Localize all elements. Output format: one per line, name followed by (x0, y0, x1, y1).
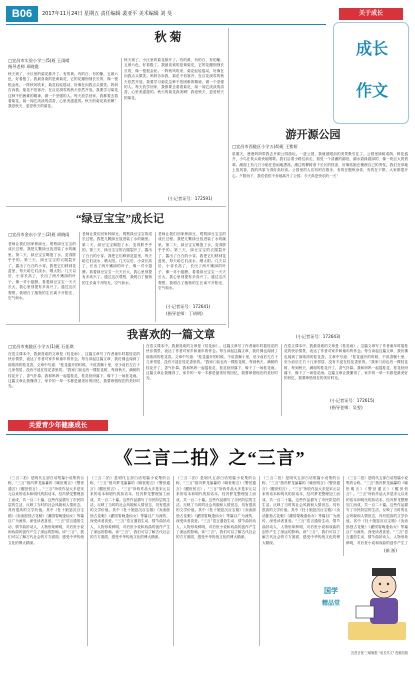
article-sanyan-title: 《三言二拍》之“三言” (114, 448, 306, 468)
article-qiuju-byline: □宜昌市实验小学三(5)班 王雨晴 (8, 58, 70, 63)
section-subtitle: 作文 (355, 83, 388, 100)
article-qiuju-body: 秋天到了，小区里的菊花都开了。有的黄，有的白，有的紫，五颜六色，好看极了。我最喜欢的是黄菊花，它的花瓣细细长长的，像一根根金丝。一阵秋风吹来，菊花轻轻摇动，好像在向我点头微笑。妈妈告诉我，菊花不怕寒冷，在百花凋零的秋天依然开放。我要学习菊花这种不怕困难的精神，做一个坚强的人。每天放学回家，我都要去看看菊花，闻一闻它淡淡的清香，心里美滋滋的。秋天的菊花真美啊！我爱秋天，更爱秋天的菊花。 (8, 72, 118, 109)
divider (281, 344, 282, 416)
section-box (333, 22, 409, 124)
article-sanyan-body: 《三言二拍》是明代五部白话短篇小说集的合称，“三言”指冯梦龙编纂的《喻世明言》《警世通言》《醒世恒言》。“三言”所收作品大多是宋元以来的话本和明代的拟话本，经冯梦龙整理加工而成，共一百二十篇。这些作品描写了市民阶层的生活，反映了当时的社会风貌和人情世态，具有很高的文学价值。其中《杜十娘怒沉百宝箱》《卖油郎独占花魁》《灌园叟晚逢仙女》等篇目广为流传，深受读者喜爱。“三言”语言通俗生动，情节曲折动人，人物形象鲜明，对后世小说和戏曲的创作产生了深远的影响。读“三言”，我们可以了解古代社会的方方面面，感受中华传统文化的博大精深。 (8, 476, 84, 545)
divider (6, 434, 408, 435)
article-sanyan-body-cont: 《三言二拍》是明代五部白话短篇小说集的合称，“三言”指冯梦龙编纂的《喻世明言》《警世通言》《醒世恒言》。“三言”所收作品大多是宋元以来的话本和明代的拟话本，经冯梦龙整理加工而成，共一百二十篇。这些作品描写了市民阶层的生活，反映了当时的社会风貌和人情世态，具有很高的文学价值。其中《杜十娘怒沉百宝箱》《卖油郎独占花魁》《灌园叟晚逢仙女》等篇目广为流传，深受读者喜爱。“三言”语言通俗生动，情节曲折动人，人物形象鲜明，对后世小说和戏曲的创作产生了深远的影响。读“三言”，我们可以了解古代社会的方方面面，感受中华传统文化的博大精深。 (90, 476, 170, 540)
article-fav-teacher: (指导老师：吴雯) (330, 405, 363, 410)
issue-info: 2017年11月24日 星期五 责任编辑 裴亚平 美术编辑 刘 旻 (42, 11, 172, 17)
article-fav-body-cont2: 在语文课本中，我最喜欢的文章是《桂花雨》。这篇文章写了作者童年时摇桂花的快乐情景，表达了作者对家乡和童年的怀念。每当读起这篇文章，我仿佛也闻到了那浓浓的桂花香。文章中写道：“桂花盛开的时候，不说香飘十里，至少前后左右十几家邻居，没有不浸在桂花香里的。”我家门前也有一棵桂花树，每到秋天，满树的桂花开了，香气扑鼻。我和妈妈一起摇桂花，桂花纷纷落下，像下了一场桂花雨。这篇文章让我懂得了，家乡的一草一木都是最美好的回忆，我要珍惜现在的美好时光。 (284, 344, 408, 381)
section-banner: 关于成长 (339, 8, 403, 20)
divider (343, 476, 344, 556)
health-badge: 关爱青少年健康成长 (8, 420, 108, 431)
corner-note: 宜昌日报·三峡晚报 "成长作文" 投稿信箱 (351, 651, 408, 655)
article-fav-body-cont: 在语文课本中，我最喜欢的文章是《桂花雨》。这篇文章写了作者童年时摇桂花的快乐情景，表达了作者对家乡和童年的怀念。每当读起这篇文章，我仿佛也闻到了那浓浓的桂花香。文章中写道：“桂花盛开的时候，不说香飘十里，至少前后左右十几家邻居，没有不浸在桂花香里的。”我家门前也有一棵桂花树，每到秋天，满树的桂花开了，香气扑鼻。我和妈妈一起摇桂花，桂花纷纷落下，像下了一场桂花雨。这篇文章让我懂得了，家乡的一草一木都是最美好的回忆，我要珍惜现在的美好时光。 (146, 344, 278, 381)
divider (143, 344, 144, 416)
article-lvdou-byline: □宜昌市金东小学三(2)班 胡晓雨 (8, 232, 70, 237)
article-sanyan-body-cont2: 《三言二拍》是明代五部白话短篇小说集的合称，“三言”指冯梦龙编纂的《喻世明言》《警世通言》《醒世恒言》。“三言”所收作品大多是宋元以来的话本和明代的拟话本，经冯梦龙整理加工而成，共一百二十篇。这些作品描写了市民阶层的生活，反映了当时的社会风貌和人情世态，具有很高的文学价值。其中《杜十娘怒沉百宝箱》《卖油郎独占花魁》《灌园叟晚逢仙女》等篇目广为流传，深受读者喜爱。“三言”语言通俗生动，情节曲折动人，人物形象鲜明，对后世小说和戏曲的创作产生了深远的影响。读“三言”，我们可以了解古代社会的方方面面，感受中华传统文化的博大精深。 (176, 476, 256, 540)
divider (228, 28, 229, 328)
article-qiuju-teacher: 指导老师 邓晓霞 (8, 64, 39, 69)
divider (259, 476, 260, 646)
divider (173, 476, 174, 646)
article-sanyan-author: (新 浙) (384, 548, 397, 553)
article-park-body: 星期天，爸爸妈妈带我去开源公园游玩。一进公园，我就被眼前的美景吸引住了。公园里绿树成荫，鲜花盛开，小鸟在枝头欢快地唱歌。我们沿着小路往前走，看见一个清澈的湖泊，湖水碧绿碧绿的，像一块巨大的翡翠。湖面上有几只小船在悠闲地漂荡。湖边的柳树垂下长长的枝条，好像姑娘在梳理自己的秀发。我们在草地上放风筝，我的风筝飞得好高好高。公园里的人们有的在散步，有的在锻炼身体，有的在下棋，大家都很开心。夕阳西下，我们依依不舍地离开了公园。今天真是快乐的一天！ (232, 152, 408, 178)
article-lvdou-body-cont2: 老师让我们回家种绿豆，观察绿豆宝宝的成长过程。我把几颗绿豆放进装了水的碗里。第二天，绿豆宝宝喝饱了水，变得胖乎乎的。第三天，绿豆宝宝的衣服裂开了，露出了白白的小芽。我把它们移到花盆里，每天给它们浇水、晒太阳。几天以后，小芽长高了，长出了两片嫩绿的叶子，像一对小翅膀。看着绿豆宝宝一天天长大，我心里别提有多高兴了。通过这次观察，我明白了植物的生长离不开阳光、空气和水。 (158, 232, 226, 291)
article-lvdou-tail: (小记者证号：172641) (166, 304, 211, 309)
divider (6, 324, 226, 325)
divider (6, 206, 226, 207)
scholar-cartoon-icon (346, 562, 408, 642)
corner-label-2: 精品堂 (321, 600, 340, 607)
article-park-title: 游开源公园 (285, 129, 341, 141)
article-qiuju-title: 秋 菊 (154, 30, 182, 44)
article-fav-byline: □宜昌市夷陵区小学五(1)班 石佳琪 (8, 344, 74, 349)
divider (155, 232, 156, 322)
article-sanyan-body-cont3: 《三言二拍》是明代五部白话短篇小说集的合称，“三言”指冯梦龙编纂的《喻世明言》《警世通言》《醒世恒言》。“三言”所收作品大多是宋元以来的话本和明代的拟话本，经冯梦龙整理加工而成，共一百二十篇。这些作品描写了市民阶层的生活，反映了当时的社会风貌和人情世态，具有很高的文学价值。其中《杜十娘怒沉百宝箱》《卖油郎独占花魁》《灌园叟晚逢仙女》等篇目广为流传，深受读者喜爱。“三言”语言通俗生动，情节曲折动人，人物形象鲜明，对后世小说和戏曲的创作产生了深远的影响。读“三言”，我们可以了解古代社会的方方面面，感受中华传统文化的博大精深。 (262, 476, 340, 545)
section-title: 成长 (355, 41, 388, 58)
article-park-byline: □宜昌市西陵区小学五(4)班 王紫妍 (232, 144, 298, 149)
divider (79, 232, 80, 322)
header-rule (6, 24, 326, 25)
article-fav-title: 我喜欢的一篇文章 (127, 329, 215, 341)
page-number: B06 (6, 6, 38, 22)
article-lvdou-body: 老师让我们回家种绿豆，观察绿豆宝宝的成长过程。我把几颗绿豆放进装了水的碗里。第二天，绿豆宝宝喝饱了水，变得胖乎乎的。第三天，绿豆宝宝的衣服裂开了，露出了白白的小芽。我把它们移到花盆里，每天给它们浇水、晒太阳。几天以后，小芽长高了，长出了两片嫩绿的叶子，像一对小翅膀。看着绿豆宝宝一天天长大，我心里别提有多高兴了。通过这次观察，我明白了植物的生长离不开阳光、空气和水。 (8, 242, 76, 301)
article-qiuju-body-cont: 秋天到了，小区里的菊花都开了。有的黄，有的白，有的紫，五颜六色，好看极了。我最喜欢的是黄菊花，它的花瓣细细长长的，像一根根金丝。一阵秋风吹来，菊花轻轻摇动，好像在向我点头微笑。妈妈告诉我，菊花不怕寒冷，在百花凋零的秋天依然开放。我要学习菊花这种不怕困难的精神，做一个坚强的人。每天放学回家，我都要去看看菊花，闻一闻它淡淡的清香，心里美滋滋的。秋天的菊花真美啊！我爱秋天，更爱秋天的菊花。 (124, 58, 224, 100)
corner-label-1: 国学 (324, 587, 338, 595)
article-sanyan-body-cont4: 《三言二拍》是明代五部白话短篇小说集的合称，“三言”指冯梦龙编纂的《喻世明言》《警世通言》《醒世恒言》。“三言”所收作品大多是宋元以来的话本和明代的拟话本，经冯梦龙整理加工而成，共一百二十篇。这些作品描写了市民阶层的生活，反映了当时的社会风貌和人情世态，具有很高的文学价值。其中《杜十娘怒沉百宝箱》《卖油郎独占花魁》《灌园叟晚逢仙女》等篇目广为流传，深受读者喜爱。“三言”语言通俗生动，情节曲折动人，人物形象鲜明，对后世小说和戏曲的创作产生了 (346, 476, 408, 545)
divider (121, 58, 122, 202)
article-lvdou-body-cont: 老师让我们回家种绿豆，观察绿豆宝宝的成长过程。我把几颗绿豆放进装了水的碗里。第二天，绿豆宝宝喝饱了水，变得胖乎乎的。第三天，绿豆宝宝的衣服裂开了，露出了白白的小芽。我把它们移到花盆里，每天给它们浇水、晒太阳。几天以后，小芽长高了，长出了两片嫩绿的叶子，像一对小翅膀。看着绿豆宝宝一天天长大，我心里别提有多高兴了。通过这次观察，我明白了植物的生长离不开阳光、空气和水。 (82, 232, 152, 285)
scholar-illustration (346, 562, 408, 642)
article-lvdou-title: “绿豆宝宝”成长记 (76, 213, 164, 225)
article-park-tail: (小记者证号：172643) (296, 334, 341, 339)
divider (87, 476, 88, 646)
article-qiuju-tail: (小记者证号：172591) (168, 196, 213, 201)
article-lvdou-teacher: (指导老师：丁胡明) (166, 311, 203, 316)
article-fav-body: 在语文课本中，我最喜欢的文章是《桂花雨》。这篇文章写了作者童年时摇桂花的快乐情景，表达了作者对家乡和童年的怀念。每当读起这篇文章，我仿佛也闻到了那浓浓的桂花香。文章中写道：“桂花盛开的时候，不说香飘十里，至少前后左右十几家邻居，没有不浸在桂花香里的。”我家门前也有一棵桂花树，每到秋天，满树的桂花开了，香气扑鼻。我和妈妈一起摇桂花，桂花纷纷落下，像下了一场桂花雨。这篇文章让我懂得了，家乡的一草一木都是最美好的回忆，我要珍惜现在的美好时光。 (8, 352, 140, 389)
article-fav-tail: (小记者证号：172615) (330, 398, 375, 403)
